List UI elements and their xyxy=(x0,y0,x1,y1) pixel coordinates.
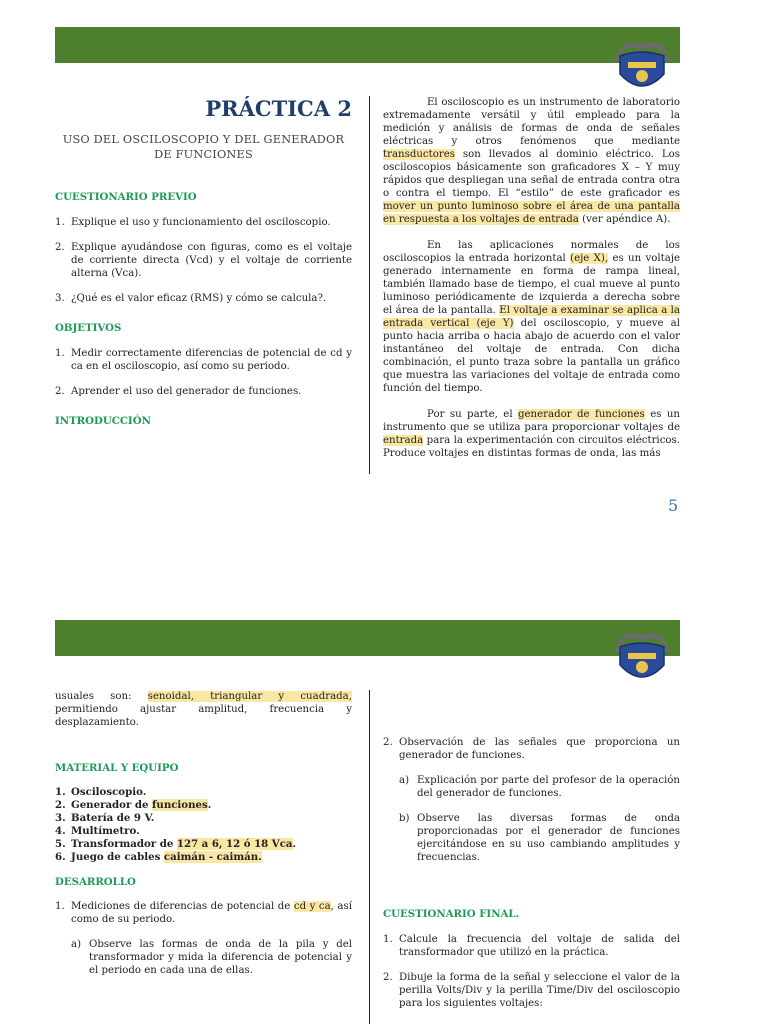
heading-objetivos: OBJETIVOS xyxy=(55,322,122,334)
paragraph-osciloscopio: El osciloscopio es un instrumento de laboratorio extremadamente versátil y útil empleado para la medición y análisis de formas de onda de señales eléctricas y otros fenómenos que mediante transductores son llevados al dominio eléctrico. Los osciloscopios básicamente son graficadores X – Y muy rápidos que despliegan una señal de entrada contra otra o contra el tiempo. El “estilo” de este graficador es mover un punto luminoso sobre el área de una pantalla en respuesta a los voltajes de entrada (ver apéndice A). xyxy=(383,97,680,225)
subtitle: USO DEL OSCILOSCOPIO Y DEL GENERADOR DE FUNCIONES xyxy=(62,133,345,161)
page-number: 5 xyxy=(668,496,679,515)
objetivos-list xyxy=(55,347,352,398)
university-crest-icon xyxy=(610,34,674,98)
heading-material-equipo: MATERIAL Y EQUIPO xyxy=(55,762,179,774)
cuestionario-previo-list xyxy=(55,216,352,305)
column-divider xyxy=(369,96,370,474)
header-band xyxy=(55,27,680,63)
desarrollo-list-cont xyxy=(383,736,680,864)
paragraph-generador: Por su parte, el generador de funciones es un instrumento que se utiliza para proporcionar voltajes de entrada para la experimentación con circuitos eléctricos. Produce voltajes en distintas formas de onda, las más xyxy=(383,409,680,459)
continuation-paragraph: usuales son: senoidal, triangular y cuadrada, permitiendo ajustar amplitud, frecuencia y desplazamiento. xyxy=(55,691,352,728)
right-column xyxy=(383,736,680,1010)
page-2 xyxy=(0,560,768,1024)
list-item: 1. Medir correctamente diferencias de potencial de cd y ca en el osciloscopio, así como su periodo. xyxy=(55,348,352,372)
list-item: 5. Transformador de 127 a 6, 12 ó 18 Vca. xyxy=(55,838,297,850)
sub-item: b) Observe las diversas formas de onda proporcionadas por el generador de funciones ejercitándose en su uso cambiando amplitudes y frecuencias. xyxy=(399,813,680,863)
page-title: PRÁCTICA 2 xyxy=(205,96,352,121)
sub-item: a) Explicación por parte del profesor de la operación del generador de funciones. xyxy=(399,775,680,799)
list-item: 4. Multímetro. xyxy=(55,825,140,837)
list-item: 2. Explique ayudándose con figuras, como es el voltaje de corriente directa (Vcd) y el voltaje de corriente alterna (Vca). xyxy=(55,242,352,279)
list-item: 2. Generador de funciones. xyxy=(55,799,212,811)
material-list xyxy=(55,786,352,864)
list-item: 2. Aprender el uso del generador de funciones. xyxy=(55,386,302,397)
heading-cuestionario-previo: CUESTIONARIO PREVIO xyxy=(55,191,197,203)
list-item: 1. Calcule la frecuencia del voltaje de salida del transformador que utilizó en la práctica. xyxy=(383,934,680,958)
heading-introduccion: INTRODUCCIÓN xyxy=(55,415,151,427)
list-item: 2. Observación de las señales que proporciona un generador de funciones. a) Explicación por parte del profesor de la operación del generador de funciones. b) Observe las diversas formas de onda proporcionadas por el generador de funciones ejercitándose en su uso cambiando amplitudes y frecuencias. xyxy=(383,737,680,863)
right-column xyxy=(383,96,680,474)
heading-desarrollo: DESARROLLO xyxy=(55,876,136,888)
paragraph-aplicaciones: En las aplicaciones normales de los osciloscopios la entrada horizontal (eje X), es un voltaje generado internamente en forma de rampa lineal, también llamado base de tiempo, el cual mueve al punto luminoso periódicamente de izquierda a derecha sobre el área de la pantalla. El voltaje a examinar se aplica a la entrada vertical (eje Y) del osciloscopio, y mueve al punto hacia arriba o hacia abajo de acuerdo con el valor instantáneo del voltaje de entrada. Con dicha combinación, el punto traza sobre la pantalla un gráfico que muestra las variaciones del voltaje de entrada como función del tiempo. xyxy=(383,240,680,394)
list-item: 1. Explique el uso y funcionamiento del osciloscopio. xyxy=(55,217,331,228)
desarrollo-list xyxy=(55,900,352,977)
left-column xyxy=(55,690,352,977)
list-item: 6. Juego de cables caimán - caimán. xyxy=(55,851,262,863)
university-crest-icon xyxy=(610,625,674,689)
sub-item: a) Observe las formas de onda de la pila y del transformador y mida la diferencia de potencial y el periodo en cada una de ellas. xyxy=(71,939,352,976)
header-band xyxy=(55,620,680,656)
list-item: 1. Osciloscopio. xyxy=(55,786,147,798)
list-item: 2. Dibuje la forma de la señal y seleccione el valor de la perilla Volts/Div y la perilla Time/Div del osciloscopio para los siguientes voltajes: xyxy=(383,972,680,1009)
cuestionario-final-list xyxy=(383,933,680,1010)
list-item: 3. ¿Qué es el valor eficaz (RMS) y cómo se calcula?. xyxy=(55,293,327,304)
list-item: 3. Batería de 9 V. xyxy=(55,812,155,824)
left-column xyxy=(55,96,352,428)
column-divider xyxy=(369,690,370,1024)
list-item: 1. Mediciones de diferencias de potencial de cd y ca, así como de su periodo. a) Observe las formas de onda de la pila y del transformador y mida la diferencia de potencial y el periodo en cada una de ellas. xyxy=(55,901,352,976)
heading-cuestionario-final: CUESTIONARIO FINAL. xyxy=(383,908,520,920)
